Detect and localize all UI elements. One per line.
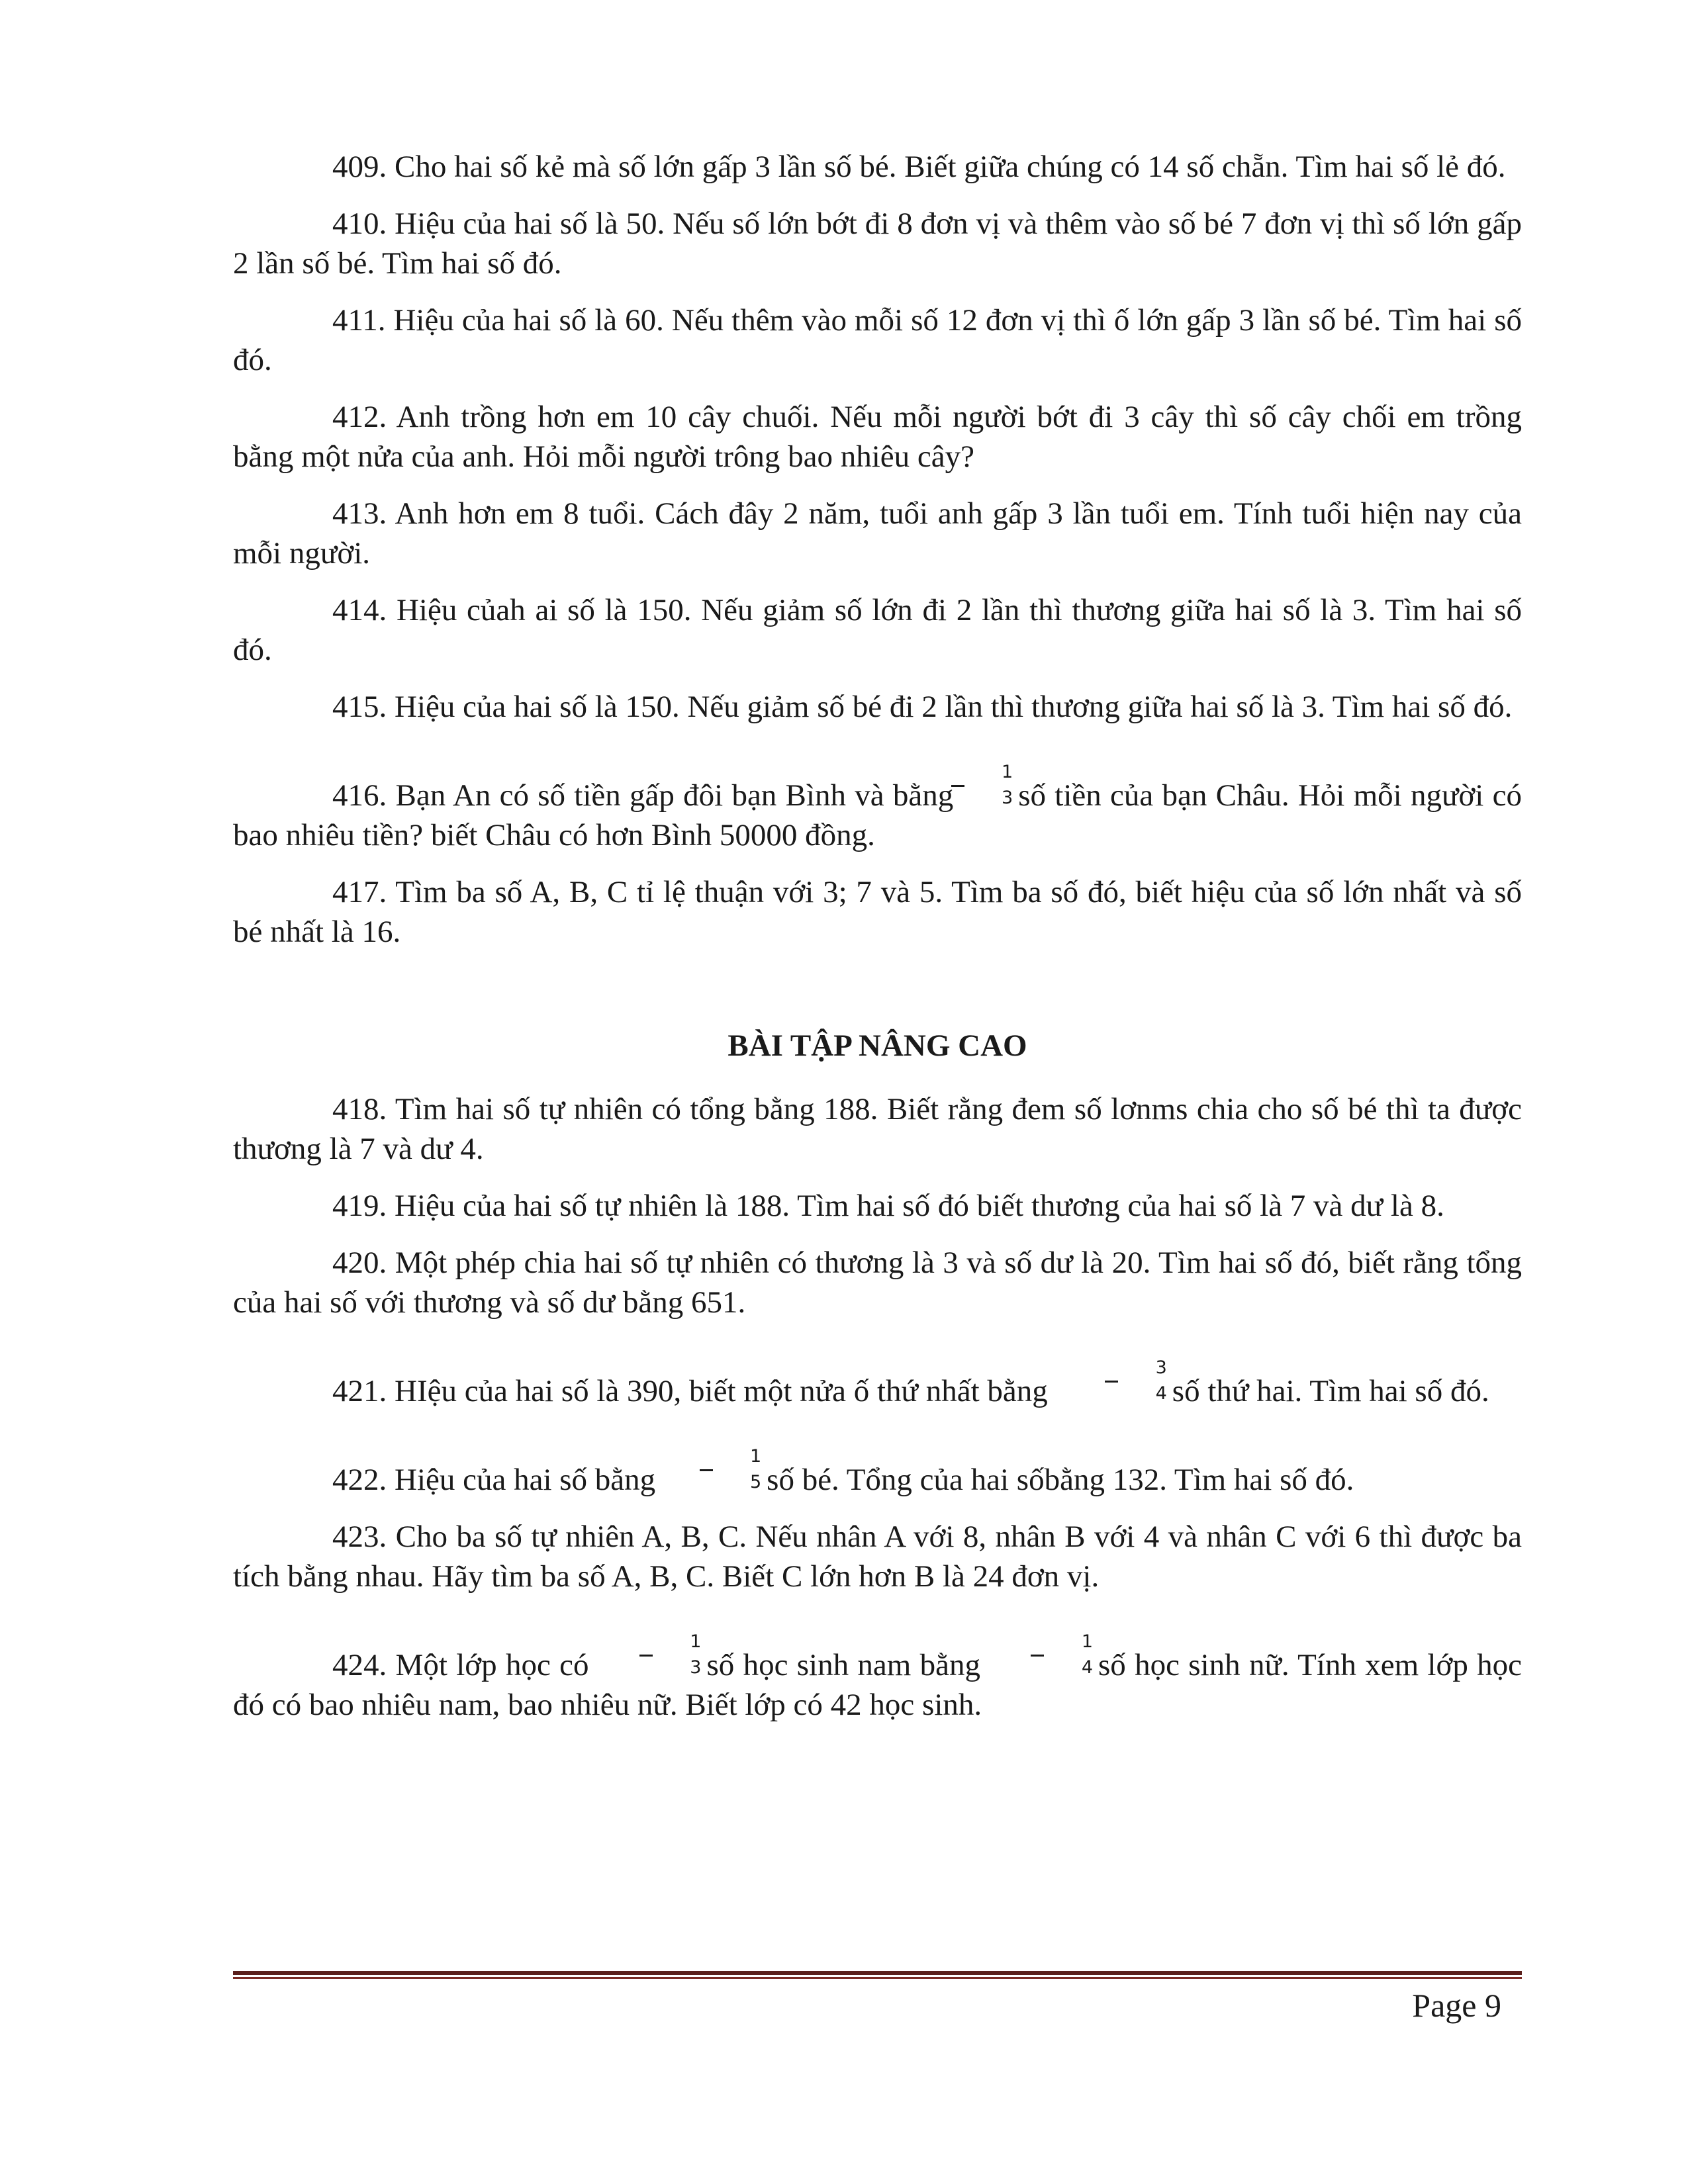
problem-416 xyxy=(233,762,1522,855)
problem-415: 415. Hiệu của hai số là 150. Nếu giảm số bé đi 2 lần thì thương giữa hai số là 3. Tìm hai số đó. xyxy=(332,690,1513,724)
problem-414: 414. Hiệu củah ai số là 150. Nếu giảm số lớn đi 2 lần thì thương giữa hai số là 3. Tìm hai số đó. xyxy=(233,593,1522,667)
fraction-one-fifth xyxy=(655,1446,762,1492)
problem-419: 419. Hiệu của hai số tự nhiên là 188. Tìm hai số đó biết thương của hai số là 7 và dư là 8. xyxy=(332,1189,1444,1223)
fraction-denominator: 5 xyxy=(749,1472,762,1492)
problem-422 xyxy=(233,1446,1522,1500)
problem-424-text-middle: số học sinh nam bằng xyxy=(706,1648,981,1682)
problem-409: 409. Cho hai số kẻ mà số lớn gấp 3 lần số bé. Biết giữa chúng có 14 số chẵn. Tìm hai số lẻ đó. xyxy=(332,150,1506,184)
problem-418: 418. Tìm hai số tự nhiên có tổng bằng 188. Biết rằng đem số lơnms chia cho số bé thì ta được thương là 7 và dư 4. xyxy=(233,1092,1522,1166)
fraction-denominator: 4 xyxy=(1081,1657,1094,1678)
problem-413: 413. Anh hơn em 8 tuổi. Cách đây 2 năm, tuổi anh gấp 3 lần tuổi em. Tính tuổi hiện nay của mỗi người. xyxy=(233,496,1522,570)
problem-416-text-before: 416. Bạn An có số tiền gấp đôi bạn Bình và bằng xyxy=(332,778,954,813)
fraction-numerator: 3 xyxy=(1155,1357,1167,1378)
problem-421-text-after: số thứ hai. Tìm hai số đó. xyxy=(1172,1374,1489,1408)
problem-417: 417. Tìm ba số A, B, C tỉ lệ thuận với 3; 7 và 5. Tìm ba số đó, biết hiệu của số lớn nhất và số bé nhất là 16. xyxy=(233,875,1522,949)
problem-412: 412. Anh trồng hơn em 10 cây chuối. Nếu mỗi người bớt đi 3 cây thì số cây chối em trồng bằng một nửa của anh. Hỏi mỗi người trông bao nhiêu cây? xyxy=(233,400,1522,474)
footer-divider-thin-line xyxy=(233,1977,1522,1979)
problem-421-text-before: 421. HIệu của hai số là 390, biết một nửa ố thứ nhất bằng xyxy=(332,1374,1048,1408)
problem-424-text-before: 424. Một lớp học có xyxy=(332,1648,589,1682)
problem-423: 423. Cho ba số tự nhiên A, B, C. Nếu nhân A với 8, nhân B với 4 và nhân C với 6 thì được ba tích bằng nhau. Hãy tìm ba số A, B, C. Biết C lớn hơn B là 24 đơn vị. xyxy=(233,1520,1522,1594)
fraction-denominator: 3 xyxy=(690,1657,702,1678)
problem-422-text-after: số bé. Tổng của hai sốbằng 132. Tìm hai số đó. xyxy=(767,1463,1354,1497)
fraction-denominator: 4 xyxy=(1155,1383,1167,1404)
fraction-denominator: 3 xyxy=(1002,788,1013,808)
page-number: Page 9 xyxy=(1412,1987,1501,2024)
problem-416-text-after: số tiền của bạn Châu. Hỏi mỗi người có bao nhiêu tiền? biết Châu có hơn Bình 50000 đồng. xyxy=(233,778,1522,852)
footer-divider xyxy=(233,1971,1522,1979)
page-content xyxy=(233,147,1522,1742)
problem-424-text-after: số học sinh nữ. Tính xem lớp học đó có bao nhiêu nam, bao nhiêu nữ. Biết lớp có 42 học sinh. xyxy=(233,1648,1523,1722)
fraction-numerator: 1 xyxy=(1081,1631,1094,1652)
problem-410: 410. Hiệu của hai số là 50. Nếu số lớn bớt đi 8 đơn vị và thêm vào số bé 7 đơn vị thì số lớn gấp 2 lần số bé. Tìm hai số đó. xyxy=(233,206,1522,281)
fraction-numerator: 1 xyxy=(749,1446,762,1467)
fraction-numerator: 1 xyxy=(690,1631,702,1652)
problem-420: 420. Một phép chia hai số tự nhiên có thương là 3 và số dư là 20. Tìm hai số đó, biết rằng tổng của hai số với thương và số dư bằng 651. xyxy=(233,1246,1522,1320)
problem-411: 411. Hiệu của hai số là 60. Nếu thêm vào mỗi số 12 đơn vị thì ố lớn gấp 3 lần số bé. Tìm hai số đó. xyxy=(233,303,1522,377)
problem-424 xyxy=(233,1631,1523,1725)
section-heading: BÀI TẬP NÂNG CAO xyxy=(727,1028,1027,1063)
fraction-three-quarters xyxy=(1048,1357,1167,1404)
fraction-one-quarter xyxy=(980,1631,1094,1678)
fraction-numerator: 1 xyxy=(1002,762,1013,782)
problem-421 xyxy=(233,1357,1522,1411)
problem-422-text-before: 422. Hiệu của hai số bằng xyxy=(332,1463,656,1497)
fraction-one-third xyxy=(588,1631,702,1678)
